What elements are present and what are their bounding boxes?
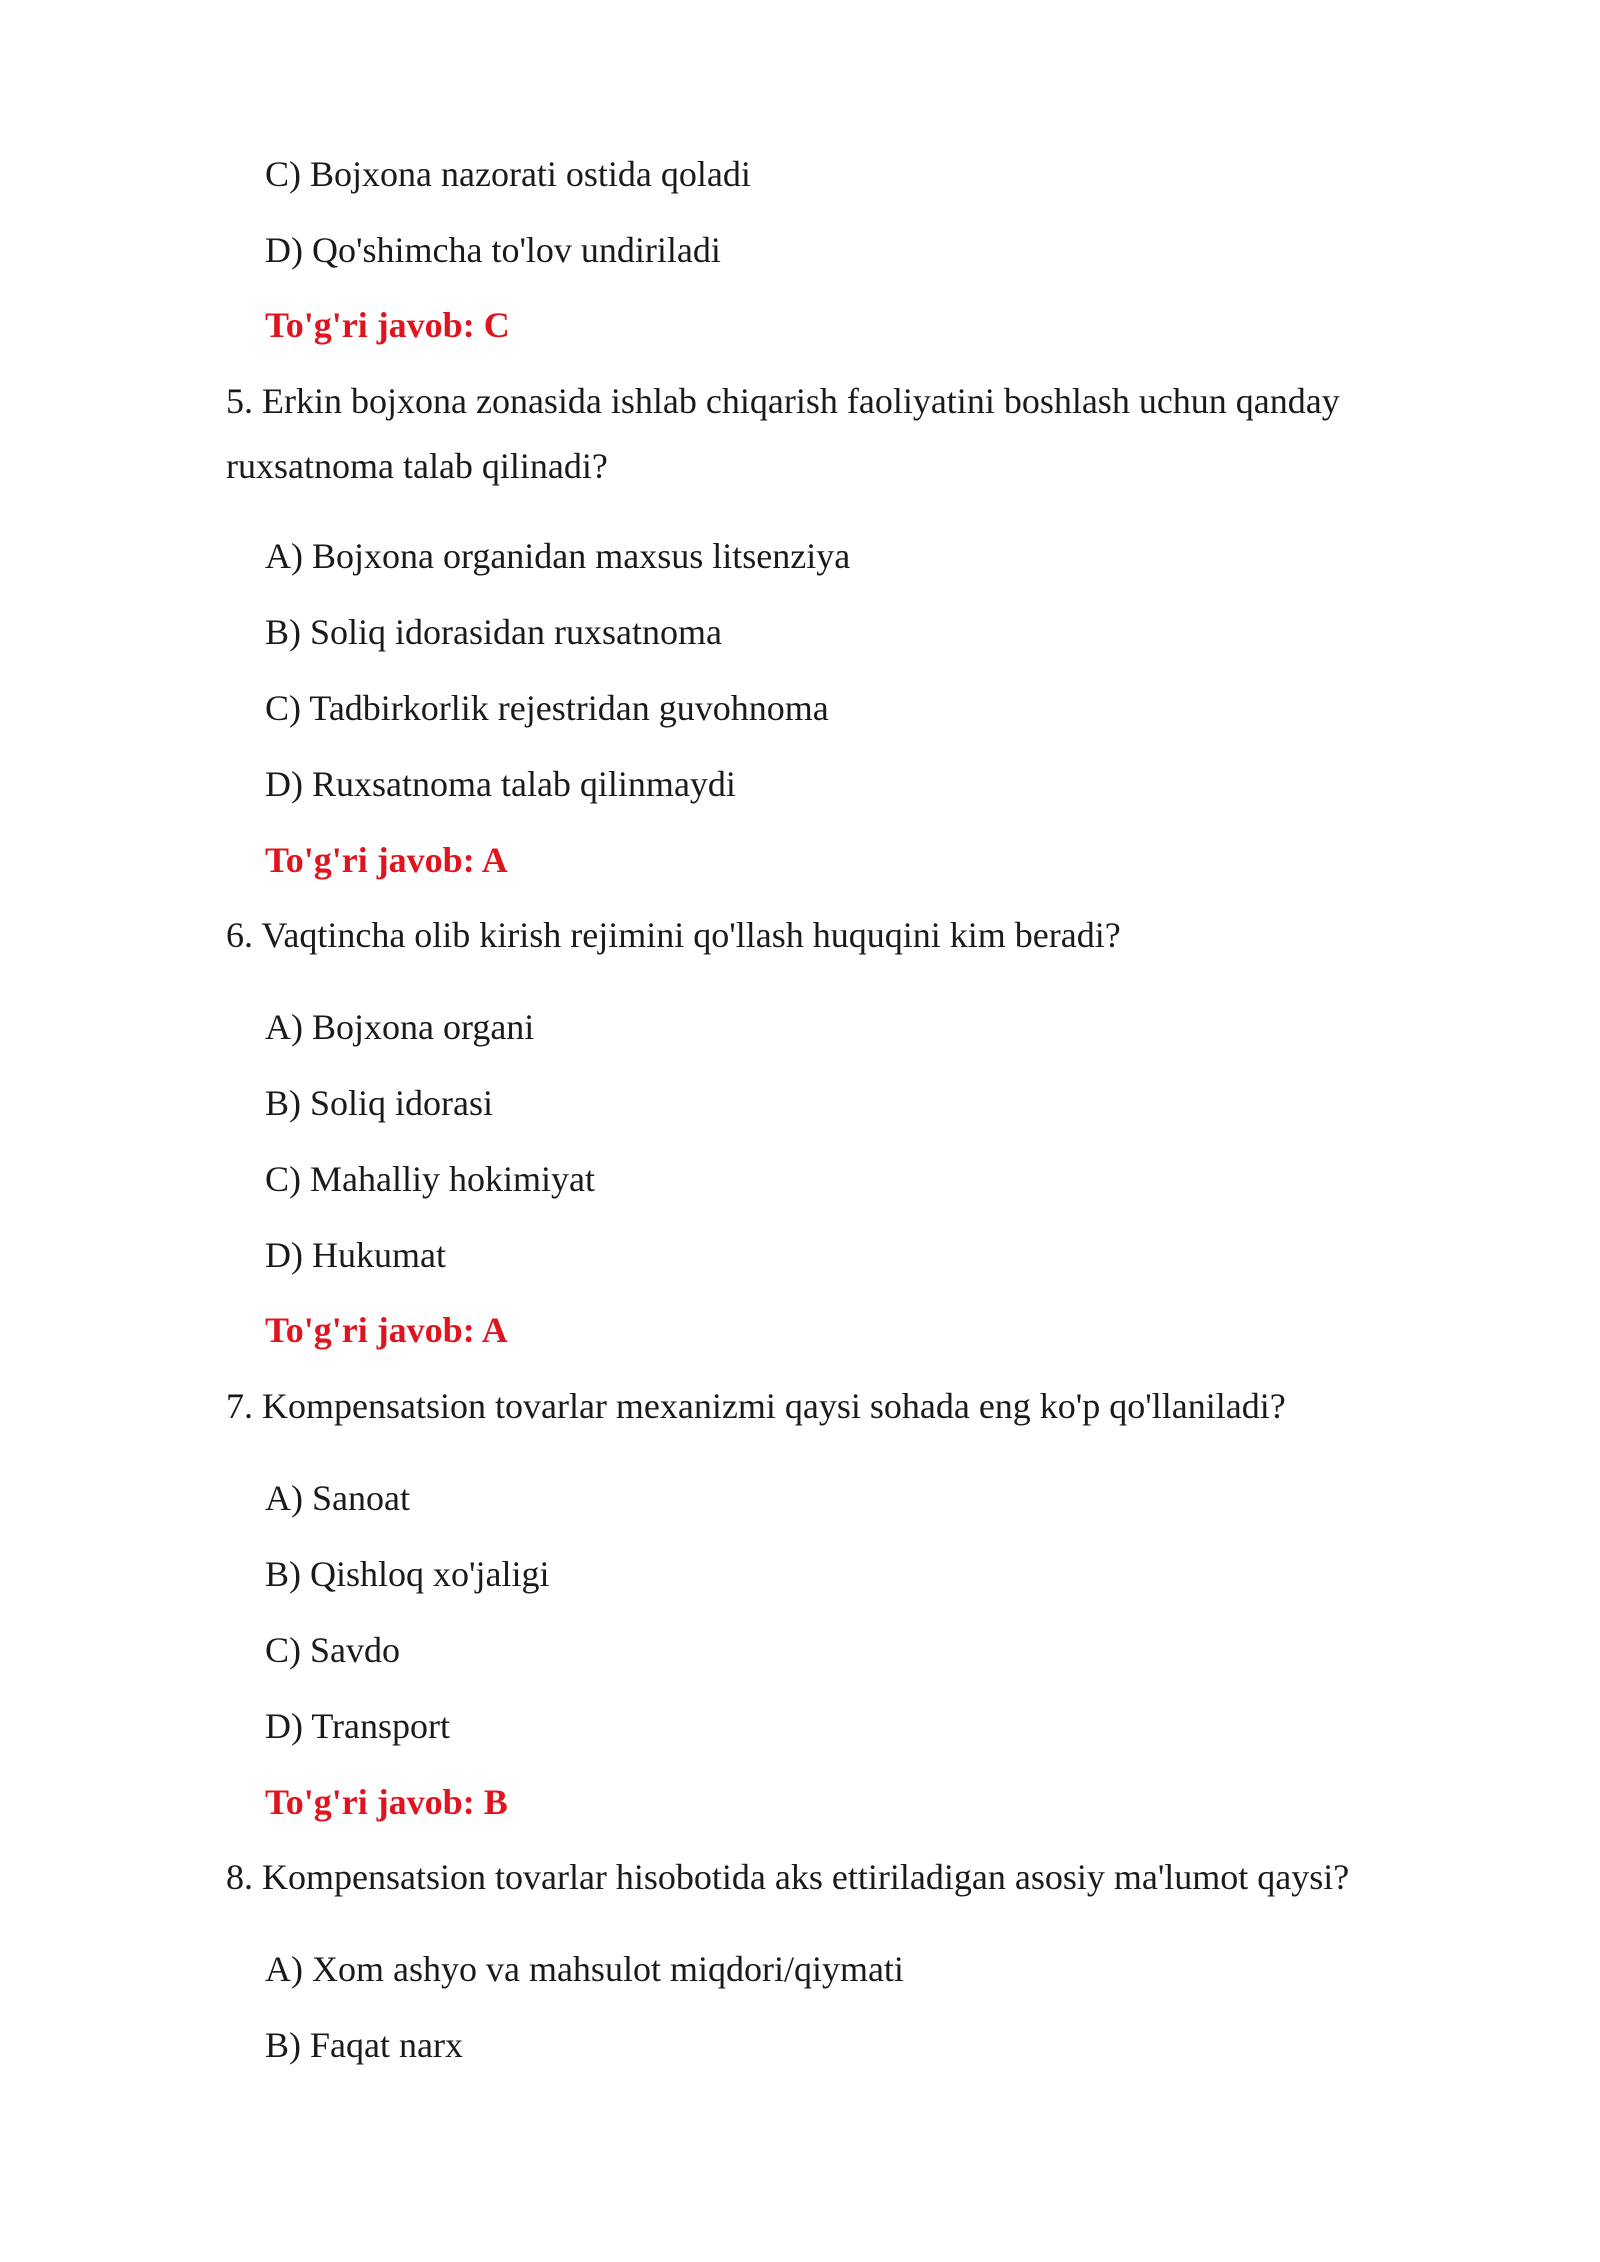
question-7-text: 7. Kompensatsion tovarlar mexanizmi qaysi sohada eng ko'p qo'llaniladi? — [226, 1386, 1286, 1426]
option-d: D) Hukumat — [265, 1235, 446, 1275]
option-b: B) Faqat narx — [265, 2025, 463, 2065]
option-a: A) Sanoat — [265, 1478, 410, 1518]
question-5-text-line-2: ruxsatnoma talab qilinadi? — [226, 446, 608, 486]
option-d: D) Transport — [265, 1706, 451, 1746]
option-a: A) Bojxona organi — [265, 1007, 535, 1047]
question-5-text-line-1: 5. Erkin bojxona zonasida ishlab chiqarish faoliyatini boshlash uchun qanday — [226, 381, 1340, 421]
option-c: C) Mahalliy hokimiyat — [265, 1159, 595, 1199]
correct-answer: To'g'ri javob: B — [265, 1782, 508, 1822]
option-d: D) Qo'shimcha to'lov undiriladi — [265, 230, 721, 270]
correct-answer: To'g'ri javob: C — [265, 305, 510, 345]
question-8-text: 8. Kompensatsion tovarlar hisobotida aks ettiriladigan asosiy ma'lumot qaysi? — [226, 1857, 1350, 1897]
option-b: B) Soliq idorasi — [265, 1083, 494, 1123]
option-a: A) Bojxona organidan maxsus litsenziya — [265, 536, 851, 576]
option-c: C) Bojxona nazorati ostida qoladi — [265, 154, 751, 194]
option-c: C) Savdo — [265, 1630, 400, 1670]
correct-answer: To'g'ri javob: A — [265, 840, 508, 880]
correct-answer: To'g'ri javob: A — [265, 1310, 508, 1350]
option-c: C) Tadbirkorlik rejestridan guvohnoma — [265, 688, 829, 728]
option-b: B) Qishloq xo'jaligi — [265, 1554, 550, 1594]
option-a: A) Xom ashyo va mahsulot miqdori/qiymati — [265, 1949, 904, 1989]
option-d: D) Ruxsatnoma talab qilinmaydi — [265, 764, 736, 804]
question-6-text: 6. Vaqtincha olib kirish rejimini qo'llash huquqini kim beradi? — [226, 915, 1121, 955]
option-b: B) Soliq idorasidan ruxsatnoma — [265, 612, 722, 652]
